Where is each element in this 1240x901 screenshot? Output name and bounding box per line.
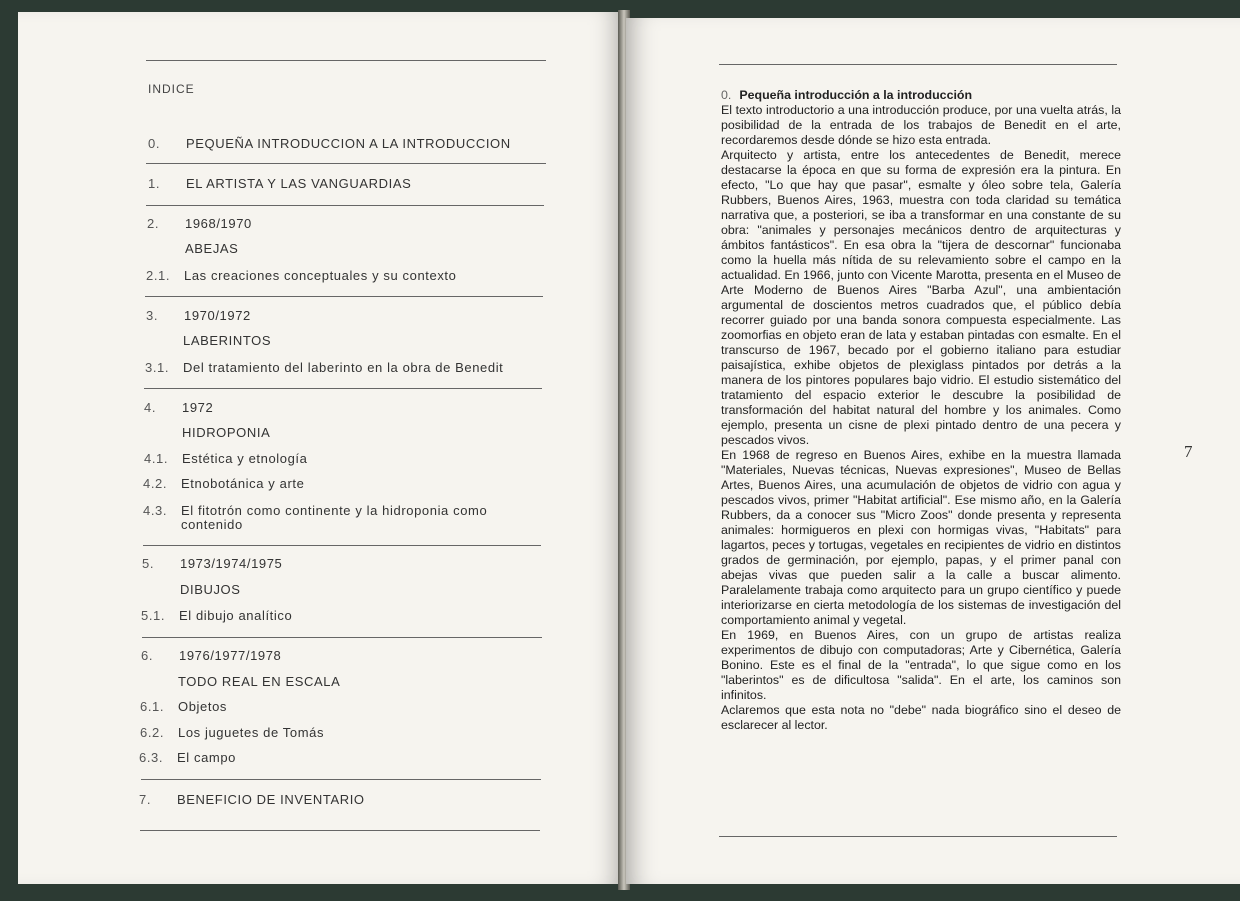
toc-divider [143,545,541,546]
toc-entry-text: HIDROPONIA [182,425,271,440]
toc-divider [145,296,543,297]
intro-paragraph: Aclaremos que esta nota no "debe" nada biográfico sino el deseo de esclarecer al lector. [721,703,1121,732]
toc-entry-text: 1976/1977/1978 [179,648,282,663]
toc-entry-number: 4.2. [143,476,168,491]
toc-entry-text: El dibujo analítico [179,608,293,623]
toc-entry-number: 4.1. [144,451,169,466]
toc-entry-number: 0. [148,136,161,151]
intro-paragraph: El texto introductorio a una introducción produce, por una vuelta atrás, la posibilidad de la entrada de los trabajos de Benedit en el arte, recordaremos desde dónde se hizo esta entrada. [721,103,1121,147]
toc-entry-text: El campo [177,750,236,765]
toc-divider [141,779,541,780]
intro-top-rule [719,64,1117,65]
toc-entry-number: 4. [144,400,157,415]
toc-entry-text: El fitotrón como continente y la hidroponia como [181,503,488,518]
toc-entry-number: 5. [142,556,155,571]
intro-paragraph: En 1968 de regreso en Buenos Aires, exhibe en la muestra llamada "Materiales, Nuevas técnicas, Nuevas expresiones", Museo de Bellas Artes, Buenos Aires, una acumulación de objetos de vidrio con agua y pescados vivos, primer "Habitat artificial". Ese mismo año, en la Galería Rubbers, da a conocer sus "Micro Zoos" donde presenta y representa animales: hormigueros en plexi con hormigas vivas, "Habitats" para lagartos, peces y tortugas, vegetales en recipientes de vidrio en distintos grados de germinación, por ejemplo, papas, y el primer panal con abejas vivas que pueden salir a la calle a buscar alimento. Paralelamente trabaja como arquitecto para un grupo científico y puede interiorizarse en cierta metodología de los sistemas de investigación del comportamiento animal y vegetal. [721,448,1121,627]
toc-entry-number: 6. [141,648,154,663]
toc-entry-text: DIBUJOS [180,582,241,597]
intro-section [721,88,1121,733]
toc-bottom-rule [140,830,540,831]
toc-entry-text: Del tratamiento del laberinto en la obra de Benedit [183,360,504,375]
right-page [626,18,1240,884]
toc-entry-text: LABERINTOS [183,333,272,348]
left-page [18,12,622,884]
toc-entry-number: 1. [148,176,161,191]
toc-entry-text: Etnobotánica y arte [181,476,305,491]
toc-entry-text: 1973/1974/1975 [180,556,283,571]
toc-entry-text: Estética y etnología [182,451,308,466]
intro-paragraph: Arquitecto y artista, entre los antecedentes de Benedit, merece destacarse la época en que su forma de expresión era la pintura. En efecto, "Lo que hay que pasar", esmalte y óleo sobre tela, Galería Rubbers, Buenos Aires, 1963, muestra con toda claridad su temática narrativa que, a posteriori, se iba a transformar en una constante de su obra: "animales y personajes mecánicos dentro de arquitecturas y ámbitos fantásticos". En esa obra la "tijera de descornar" funcionaba como la huella más nítida de su relevamiento sobre el campo en la actualidad. En 1966, junto con Vicente Marotta, presenta en el Museo de Arte Moderno de Buenos Aires "Barba Azul", una ambientación argumental de doscientos metros cuadrados que, el público debía recorrer guiado por una banda sonora compuesta especialmente. Las zoomorfias en objeto eran de lata y estaban pintadas con esmalte. En el transcurso de 1967, becado por el gobierno italiano para estudiar paisajística, exhibe objetos de plexiglass pintados por detrás a la manera de los pintores populares bajo vidrio. El estudio sistemático del tratamiento del espacio exterior le descubre la posibilidad de transformación del habitat natural del hombre y los animales. Como ejemplo, presenta un cisne de plexi pintado dentro de una pecera y pescados vivos. [721,148,1121,447]
toc-entry-text: PEQUEÑA INTRODUCCION A LA INTRODUCCION [186,136,511,151]
intro-bottom-rule [719,836,1117,837]
toc-entry-number: 3. [146,308,159,323]
toc-entry-text: Los juguetes de Tomás [178,725,325,740]
toc-entry-number: 6.1. [140,699,165,714]
toc-entry-text: contenido [181,517,243,532]
toc-entry-text: BENEFICIO DE INVENTARIO [177,792,365,807]
toc-entry-text: EL ARTISTA Y LAS VANGUARDIAS [186,176,412,191]
toc-entry-number: 2. [147,216,160,231]
toc-divider [146,163,546,164]
toc-entry-text: 1968/1970 [185,216,252,231]
toc-entry-number: 6.2. [140,725,165,740]
toc-entry-text: 1970/1972 [184,308,251,323]
toc-entry-number: 6.3. [139,750,164,765]
page-number: 7 [1184,442,1193,461]
intro-title: Pequeña introducción a la introducción [739,88,973,102]
toc-top-rule [146,60,546,61]
toc-entry-text: Las creaciones conceptuales y su contexto [184,268,457,283]
toc-entry-number: 5.1. [141,608,166,623]
toc-entry-number: 7. [139,792,152,807]
intro-paragraph: En 1969, en Buenos Aires, con un grupo de artistas realiza experimentos de dibujo con computadoras; Arte y Cibernética, Galería Bonino. Este es el final de la "entrada", lo que sigue como en los "laberintos" es de dificultosa "salida". En el arte, los caminos son infinitos. [721,628,1121,702]
toc-divider [144,388,542,389]
intro-heading [721,88,1121,103]
toc-entry-number: 3.1. [145,360,170,375]
toc-entry-text: 1972 [182,400,214,415]
toc-divider [142,637,542,638]
toc-entry-text: ABEJAS [185,241,239,256]
toc-divider [146,205,544,206]
intro-number: 0. [721,88,732,102]
toc-entry-number: 4.3. [143,503,168,518]
toc-entry-text: TODO REAL EN ESCALA [178,674,341,689]
toc-entry-number: 2.1. [146,268,171,283]
toc-entry-text: Objetos [178,699,228,714]
toc-heading: INDICE [148,82,195,96]
